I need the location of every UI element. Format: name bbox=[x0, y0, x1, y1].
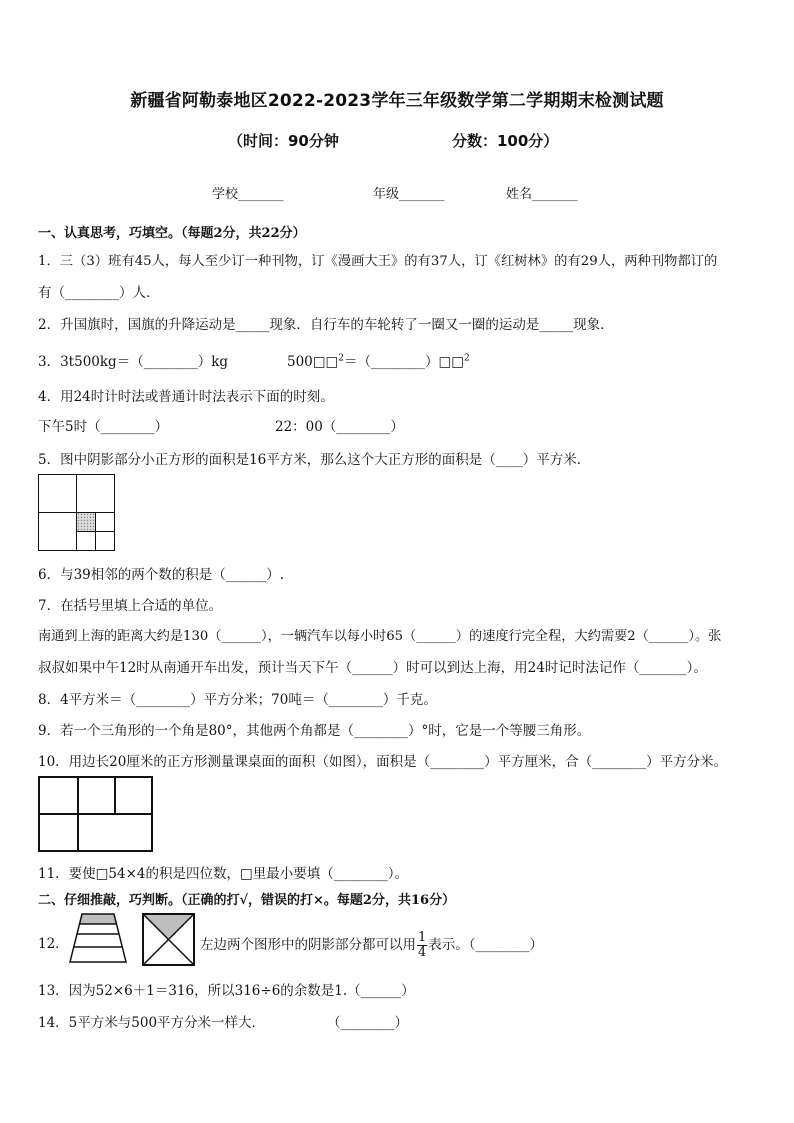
fraction-numerator: 1 bbox=[418, 930, 427, 945]
question-12-number: 12． bbox=[38, 936, 69, 952]
exam-title: 新疆省阿勒泰地区2022-2023学年三年级数学第二学期期末检测试题 bbox=[130, 91, 664, 111]
question-14: 14．5平方米与500平方分米一样大． bbox=[38, 1015, 266, 1031]
one-quarter-fraction bbox=[417, 931, 427, 960]
question-10: 10．用边长20厘米的正方形测量课桌面的面积（如图），面积是（________）平方厘米，合（________）平方分米。 bbox=[38, 754, 728, 770]
question-8: 8．4平方米＝（________）平方分米；70吨＝（________）千克。 bbox=[38, 692, 437, 708]
shaded-top-triangle bbox=[143, 914, 194, 940]
fraction-denominator: 4 bbox=[418, 945, 427, 960]
exam-time: （时间：90分钟 bbox=[228, 132, 339, 150]
question-1-line-1: 1．三（3）班有45人，每人至少订一种刊物，订《漫画大王》的有37人，订《红树林》的有29人，两种刊物都订的 bbox=[38, 254, 718, 269]
question-4-part-b: 22：00（________） bbox=[275, 419, 404, 435]
q3b-pre: 500□□ bbox=[287, 354, 339, 370]
question-4-part-a: 下午5时（________） bbox=[38, 419, 169, 435]
q12-text: 左边两个图形中的阴影部分都可以用 bbox=[200, 937, 416, 953]
exam-score: 分数：100分） bbox=[452, 132, 559, 150]
shaded-small-square bbox=[77, 513, 96, 532]
q12-tail: 表示。（________） bbox=[428, 937, 544, 953]
question-3-part-b bbox=[287, 350, 470, 370]
question-12-text bbox=[200, 931, 543, 960]
question-5-figure bbox=[38, 474, 116, 552]
question-2: 2．升国旗时，国旗的升降运动是_____现象．自行车的车轮转了一圈又一圈的运动是_____现象． bbox=[38, 317, 614, 333]
question-14-blank: （________） bbox=[327, 1015, 408, 1031]
question-13: 13．因为52×6＋1＝316，所以316÷6的余数是1.（______） bbox=[38, 983, 415, 999]
question-10-figure bbox=[38, 776, 154, 854]
question-1-line-2: 有（________）人． bbox=[38, 285, 160, 301]
question-12-square-figure bbox=[141, 912, 196, 967]
question-12-trapezoid-figure bbox=[66, 912, 130, 964]
question-4: 4．用24时计时法或普通计时法表示下面的时刻。 bbox=[38, 389, 334, 405]
school-field: 学校_______ bbox=[212, 187, 284, 202]
question-9: 9．若一个三角形的一个角是80°，其他两个角都是（________）°时，它是一个等腰三角形。 bbox=[38, 723, 591, 739]
q3b-sup2: 2 bbox=[464, 353, 470, 364]
q3b-sup: 2 bbox=[338, 353, 345, 364]
question-3-part-a: 3．3t500kg＝（________）kg bbox=[38, 354, 229, 370]
section-1-heading: 一、认真思考，巧填空。（每题2分，共22分） bbox=[38, 226, 306, 241]
question-6: 6．与39相邻的两个数的积是（______）. bbox=[38, 567, 285, 583]
section-2-heading: 二、仔细推敲，巧判断。（正确的打√，错误的打×。每题2分，共16分） bbox=[38, 893, 456, 908]
grade-field: 年级_______ bbox=[373, 187, 445, 202]
question-7: 7．在括号里填上合适的单位。 bbox=[38, 598, 223, 614]
question-11: 11．要使□54×4的积是四位数，□里最小要填（________）。 bbox=[38, 866, 409, 882]
question-7-line-2: 叔叔如果中午12时从南通开车出发，预计当天下午（______）时可以到达上海，用24时记时法记作（_______）。 bbox=[38, 660, 707, 676]
shaded-top-band bbox=[80, 914, 117, 924]
q3b-mid: ＝（________）□□ bbox=[344, 354, 465, 370]
question-5: 5．图中阴影部分小正方形的面积是16平方米，那么这个大正方形的面积是（____）平方米． bbox=[38, 452, 591, 468]
question-7-line-1: 南通到上海的距离大约是130（______），一辆汽车以每小时65（______）的速度行完全程，大约需要2（______）。张 bbox=[38, 629, 722, 644]
name-field: 姓名_______ bbox=[506, 187, 578, 202]
